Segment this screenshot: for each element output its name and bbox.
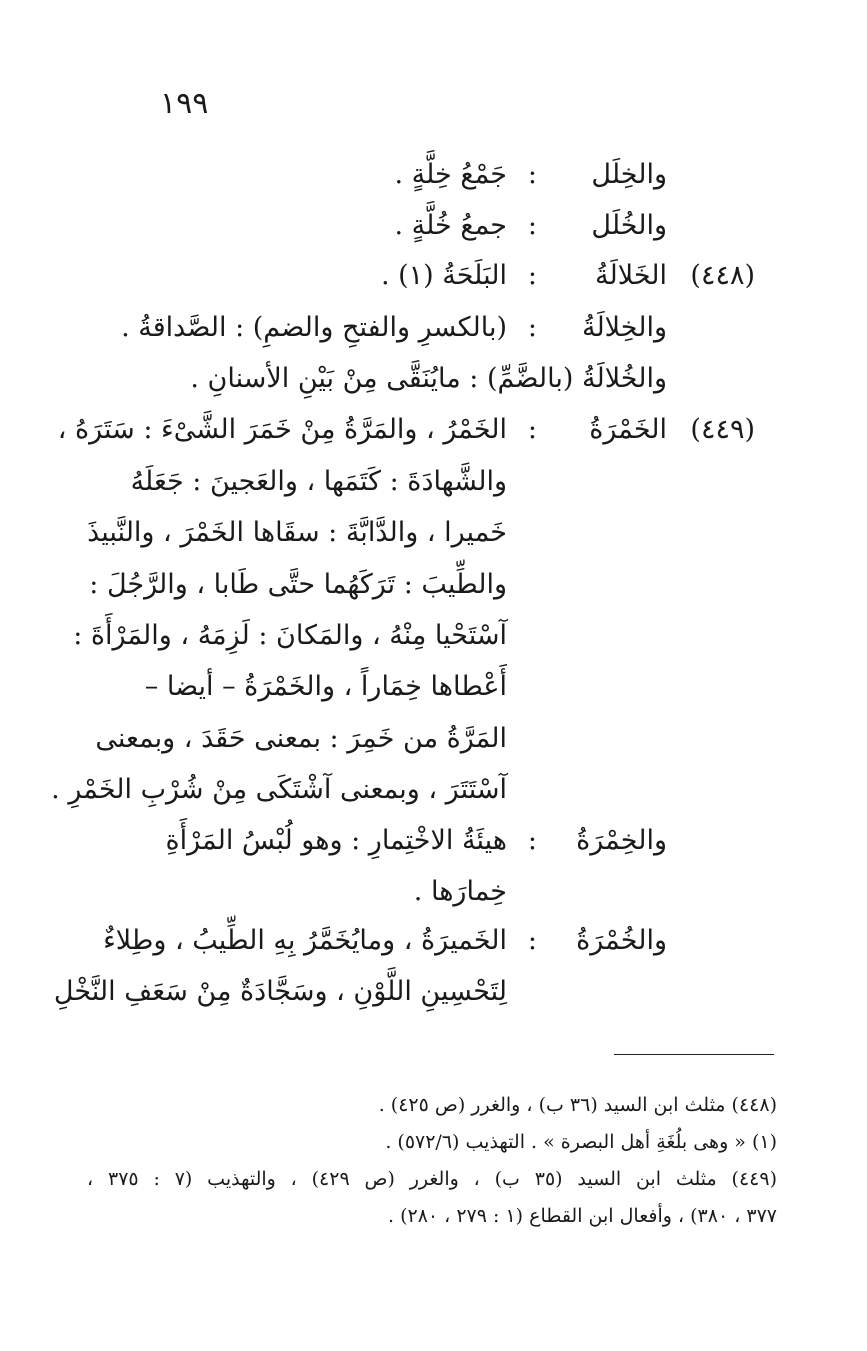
footnote: (٤٤٩) مثلث ابن السيد (٣٥ ب) ، والغرر (ص ٤٢٩) ، والتهذيب (٧ : ٣٧٥ ، [87, 1168, 777, 1190]
definition-line: والشَّهادَةَ : كَتَمَها ، والعَجينَ : جَعَلَهُ [130, 466, 507, 497]
definition: الخَمْرُ ، والمَرَّةُ مِنْ خَمَرَ الشَّىْءَ : سَتَرَهُ ، [57, 414, 507, 445]
definition-line: خِمارَها . [413, 876, 507, 907]
definition: البَلَحَةُ (١) . [380, 260, 507, 291]
definition-line: أَعْطاها خِمَاراً ، والخَمْرَةُ – أيضا – [144, 671, 507, 702]
definition: الخَميرَةُ ، ومايُخَمَّرُ بِهِ الطِّيبُ ، وطِلاءٌ [103, 925, 507, 956]
headword: الخَلالَةُ [595, 260, 667, 291]
colon: : [527, 414, 537, 445]
headword: والخُمْرَةُ [576, 925, 667, 956]
definition: (بالكسرِ والفتحِ والضمِ) : الصَّداقةُ . [121, 312, 507, 343]
definition-line: المَرَّةُ من خَمِرَ : بمعنى حَقَدَ ، وبمعنى [95, 723, 507, 754]
colon: : [527, 312, 537, 343]
entry-number: (٤٤٩) [690, 414, 755, 445]
definition-line: آسْتَتَرَ ، وبمعنى آشْتَكَى مِنْ شُرْبِ الخَمْرِ . [51, 774, 507, 805]
headword: والخِلَل [591, 159, 667, 190]
colon: : [527, 825, 537, 856]
colon: : [527, 159, 537, 190]
definition: جمعُ خُلَّةٍ . [394, 210, 507, 241]
headword: الخَمْرَةُ [589, 414, 667, 445]
colon: : [527, 260, 537, 291]
definition-line: والطِّيبَ : تَرَكَهُما حتَّى طَابا ، والرَّجُلَ : [89, 569, 507, 600]
definition-line: آسْتَحْيا مِنْهُ ، والمَكانَ : لَزِمَهُ ، والمَرْأَةَ : [73, 620, 507, 651]
footnote: (١) « وهى بلُغَةِ أهل البصرة » . التهذيب (٥٧٢/٦) . [385, 1131, 777, 1153]
footnote: ٣٧٧ ، ٣٨٠) ، وأفعال ابن القطاع (١ : ٢٧٩ ، ٢٨٠) . [387, 1205, 777, 1227]
page-number: ١٩٩ [160, 86, 209, 121]
headword: والخِلالَةُ [581, 312, 667, 343]
headword: والخُلَل [591, 210, 667, 241]
colon: : [527, 925, 537, 956]
headword-line: والخُلالَةُ (بالضَّمِّ) : مايُنَقَّى مِنْ بَيْنِ الأسنانِ . [190, 363, 667, 394]
definition: جَمْعُ خِلَّةٍ . [394, 159, 507, 190]
entry-number: (٤٤٨) [690, 260, 755, 291]
footnote-separator [614, 1054, 774, 1055]
definition-line: لِتَحْسِينِ اللَّوْنِ ، وسَجَّادَةٌ مِنْ سَعَفِ النَّخْلِ [53, 976, 507, 1007]
definition: هيئَةُ الاخْتِمارِ : وهو لُبْسُ المَرْأَةِ [165, 825, 507, 856]
definition-line: خَميرا ، والدَّابَّةَ : سقَاها الخَمْرَ ، والنَّبيذَ [87, 517, 507, 548]
footnote: (٤٤٨) مثلث ابن السيد (٣٦ ب) ، والغرر (ص ٤٢٥) . [378, 1094, 777, 1116]
colon: : [527, 210, 537, 241]
headword: والخِمْرَةُ [576, 825, 667, 856]
